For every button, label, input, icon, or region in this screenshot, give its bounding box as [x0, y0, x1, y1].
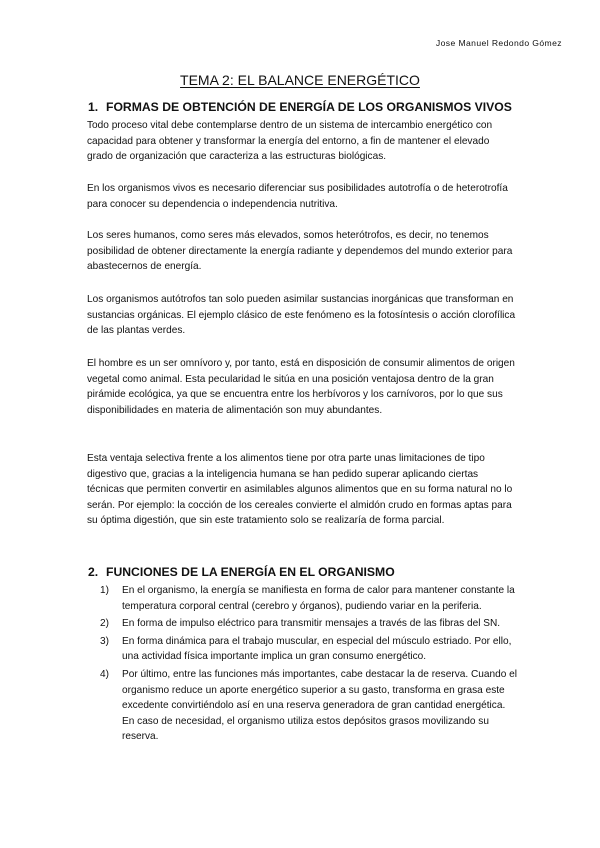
list-item-number: 2) — [100, 618, 109, 630]
section-2-title: FUNCIONES DE LA ENERGÍA EN EL ORGANISMO — [106, 565, 395, 579]
section-2-heading — [88, 565, 395, 579]
section-2-number: 2. — [88, 565, 99, 579]
paragraph-4: Los organismos autótrofos tan solo pueden asimilar sustancias inorgánicas que transforman en sustancias orgánicas. El ejemplo clásico de este fenómeno es la fotosíntesis o acción clorofílica de las plantas verdes. — [87, 294, 516, 337]
list-item — [100, 583, 520, 614]
author-name: Jose Manuel Redondo Gómez — [435, 38, 562, 48]
section-1-title: FORMAS DE OBTENCIÓN DE ENERGÍA DE LOS ORGANISMOS VIVOS — [106, 100, 512, 114]
functions-list — [100, 583, 520, 747]
paragraph-6: Esta ventaja selectiva frente a los alimentos tiene por otra parte unas limitaciones de tipo digestivo que, gracias a la inteligencia humana se han pedido superar aplicando ciertas técnicas que permiten convertir en asimilables algunos alimentos que en su forma natural no lo serán. Por ejemplo: la cocción de los cereales convierte el almidón crudo en formas aptas para su óptima digestión, que sin este tratamiento solo se realizaría de forma parcial. — [87, 453, 513, 527]
paragraph-3: Los seres humanos, como seres más elevados, somos heterótrofos, es decir, no tenemos posibilidad de obtener directamente la energía radiante y dependemos del mundo exterior para abastecernos de energía. — [87, 230, 513, 273]
page-title: TEMA 2: EL BALANCE ENERGÉTICO — [180, 72, 420, 88]
section-1-number: 1. — [88, 100, 99, 114]
list-item — [100, 616, 520, 632]
paragraph-5: El hombre es un ser omnívoro y, por tanto, está en disposición de consumir alimentos de origen vegetal como animal. Esta pecularidad le sitúa en una posición ventajosa dentro de la gran pirámide ecológica, ya que se encuentra entre los herbívoros y los carnívoros, por lo que sus disponibilidades en materia de alimentación son muy abundantes. — [87, 358, 515, 416]
section-1-heading — [88, 100, 512, 114]
list-item-text: Por último, entre las funciones más importantes, cabe destacar la de reserva. Cuando el organismo reduce un aporte energético superior a su gasto, transforma en grasa este excedente convirtiéndolo así en una reserva generadora de gran cantidad energética. En caso de necesidad, el organismo utiliza estos depósitos grasos movilizando su reserva. — [122, 668, 517, 743]
list-item-number: 4) — [100, 668, 109, 680]
list-item — [100, 634, 520, 665]
list-item-number: 1) — [100, 585, 109, 596]
list-item-text: En el organismo, la energía se manifiesta en forma de calor para mantener constante la temperatura corporal central (cerebro y órganos), pudiendo variar en la periferia. — [122, 585, 515, 612]
paragraph-1: Todo proceso vital debe contemplarse dentro de un sistema de intercambio energético con capacidad para obtener y transformar la energía del entorno, a fin de mantener el elevado grado de organización que caracteriza a las estructuras biológicas. — [87, 120, 493, 163]
list-item — [100, 667, 520, 745]
list-item-number: 3) — [100, 635, 109, 647]
paragraph-2: En los organismos vivos es necesario diferenciar sus posibilidades autotrofía o de heterotrofía para conocer su dependencia o independencia nutritiva. — [87, 183, 508, 210]
list-item-text: En forma dinámica para el trabajo muscular, en especial del músculo estriado. Por ello, una actividad física importante implica un gran consumo energético. — [122, 635, 512, 663]
list-item-text: En forma de impulso eléctrico para transmitir mensajes a través de las fibras del SN. — [122, 618, 501, 630]
